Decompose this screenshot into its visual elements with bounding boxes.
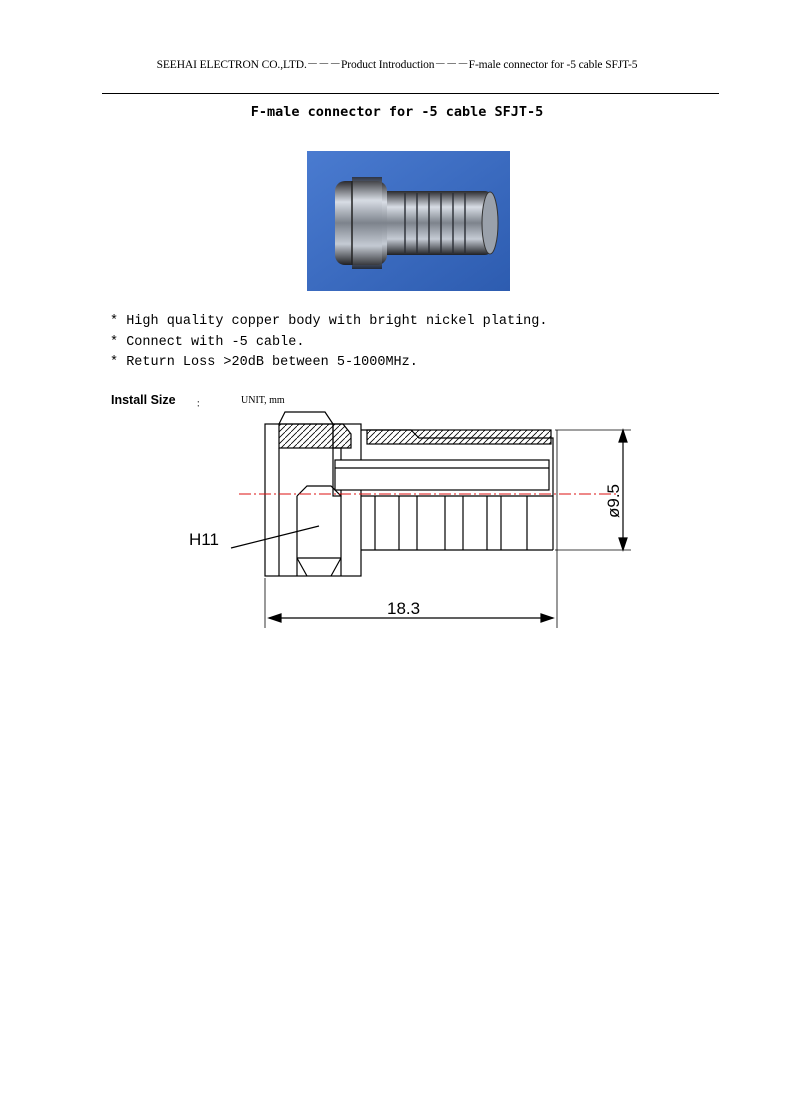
feature-item: * Connect with -5 cable.: [110, 334, 305, 350]
document-title: F-male connector for -5 cable SFJT-5: [250, 104, 544, 120]
install-size-separator: ：: [196, 399, 206, 410]
page-header: SEEHAI ELECTRON CO.,LTD.－－－Product Introduction－－－F-male connector for -5 cable SFJT-5: [156, 59, 638, 71]
product-photo: [307, 151, 510, 291]
feature-item: * High quality copper body with bright nickel plating.: [110, 314, 548, 329]
header-divider: [102, 93, 719, 94]
install-size-label: Install Size: [111, 393, 176, 407]
diameter-label: ø9.5: [604, 483, 623, 518]
install-size-unit: UNIT, mm: [241, 395, 285, 406]
hex-size-label: H11: [189, 530, 219, 549]
feature-item: * Return Loss >20dB between 5-1000MHz.: [110, 355, 418, 370]
technical-drawing: [183, 408, 633, 630]
length-label: 18.3: [387, 599, 421, 618]
feature-list: [110, 312, 547, 374]
